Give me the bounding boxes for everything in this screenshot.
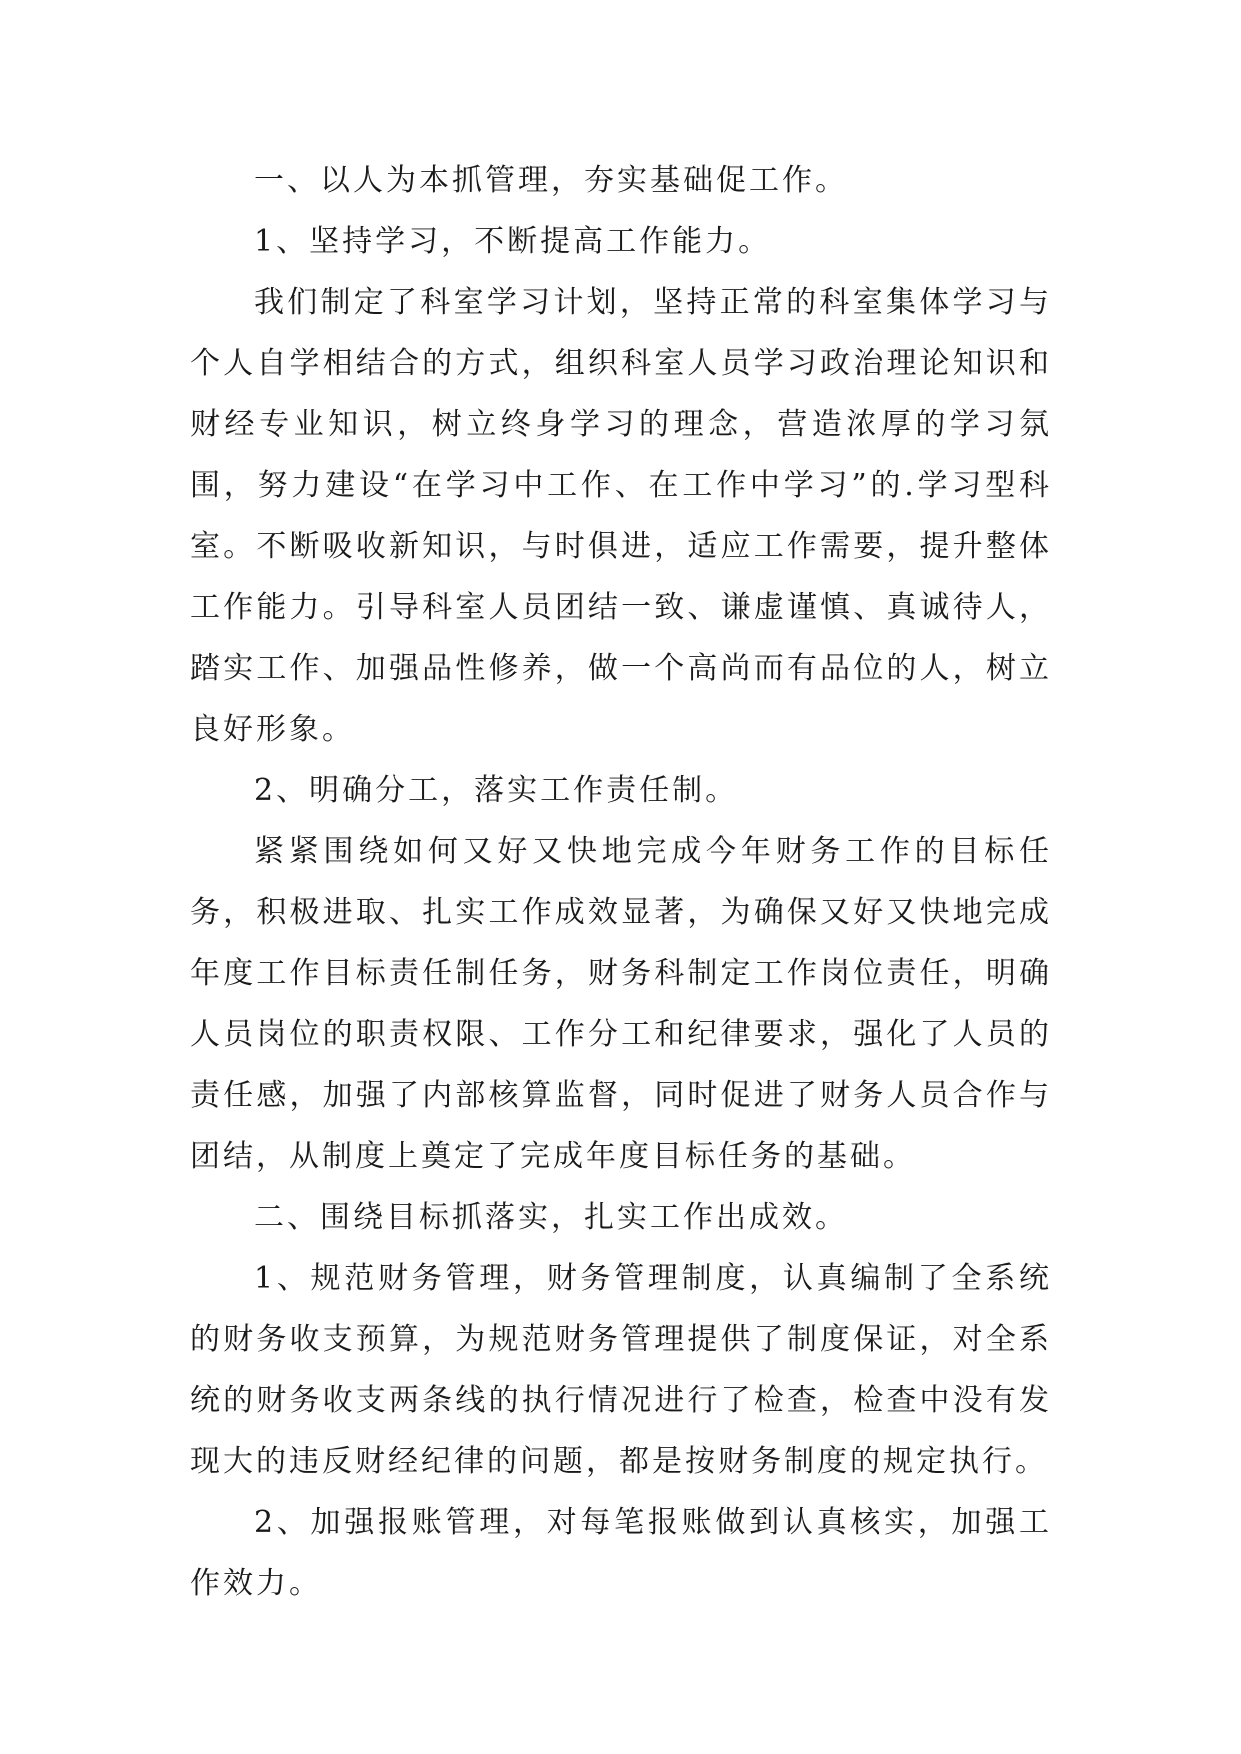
paragraph-reimbursement: 2、加强报账管理，对每笔报账做到认真核实，加强工作效力。 — [190, 1505, 1052, 1601]
section-heading-1: 一、以人为本抓管理，夯实基础促工作。 — [254, 163, 848, 198]
paragraph-study: 我们制定了科室学习计划，坚持正常的科室集体学习与个人自学相结合的方式，组织科室人员学习政治理论知识和财经专业知识，树立终身学习的理念，营造浓厚的学习氛围，努力建设“在学习中工作、在工作中学习”的.学习型科室。不断吸收新知识，与时俱进，适应工作需要，提升整体工作能力。引导科室人员团结一致、谦虚谨慎、真诚待人，踏实工作、加强品性修养，做一个高尚而有品位的人，树立良好形象。 — [190, 285, 1052, 747]
section-heading-2: 二、围绕目标抓落实，扎实工作出成效。 — [254, 1200, 848, 1235]
paragraph-finance-management: 1、规范财务管理，财务管理制度，认真编制了全系统的财务收支预算，为规范财务管理提供了制度保证，对全系统的财务收支两条线的执行情况进行了检查，检查中没有发现大的违反财经纪律的问题，都是按财务制度的规定执行。 — [190, 1261, 1052, 1479]
subheading-1-2: 2、明确分工，落实工作责任制。 — [254, 773, 739, 808]
document-body — [190, 150, 1052, 1614]
subheading-1-1: 1、坚持学习，不断提高工作能力。 — [254, 224, 772, 259]
paragraph-responsibility: 紧紧围绕如何又好又快地完成今年财务工作的目标任务，积极进取、扎实工作成效显著，为确保又好又快地完成年度工作目标责任制任务，财务科制定工作岗位责任，明确人员岗位的职责权限、工作分工和纪律要求，强化了人员的责任感，加强了内部核算监督，同时促进了财务人员合作与团结，从制度上奠定了完成年度目标任务的基础。 — [190, 834, 1052, 1174]
